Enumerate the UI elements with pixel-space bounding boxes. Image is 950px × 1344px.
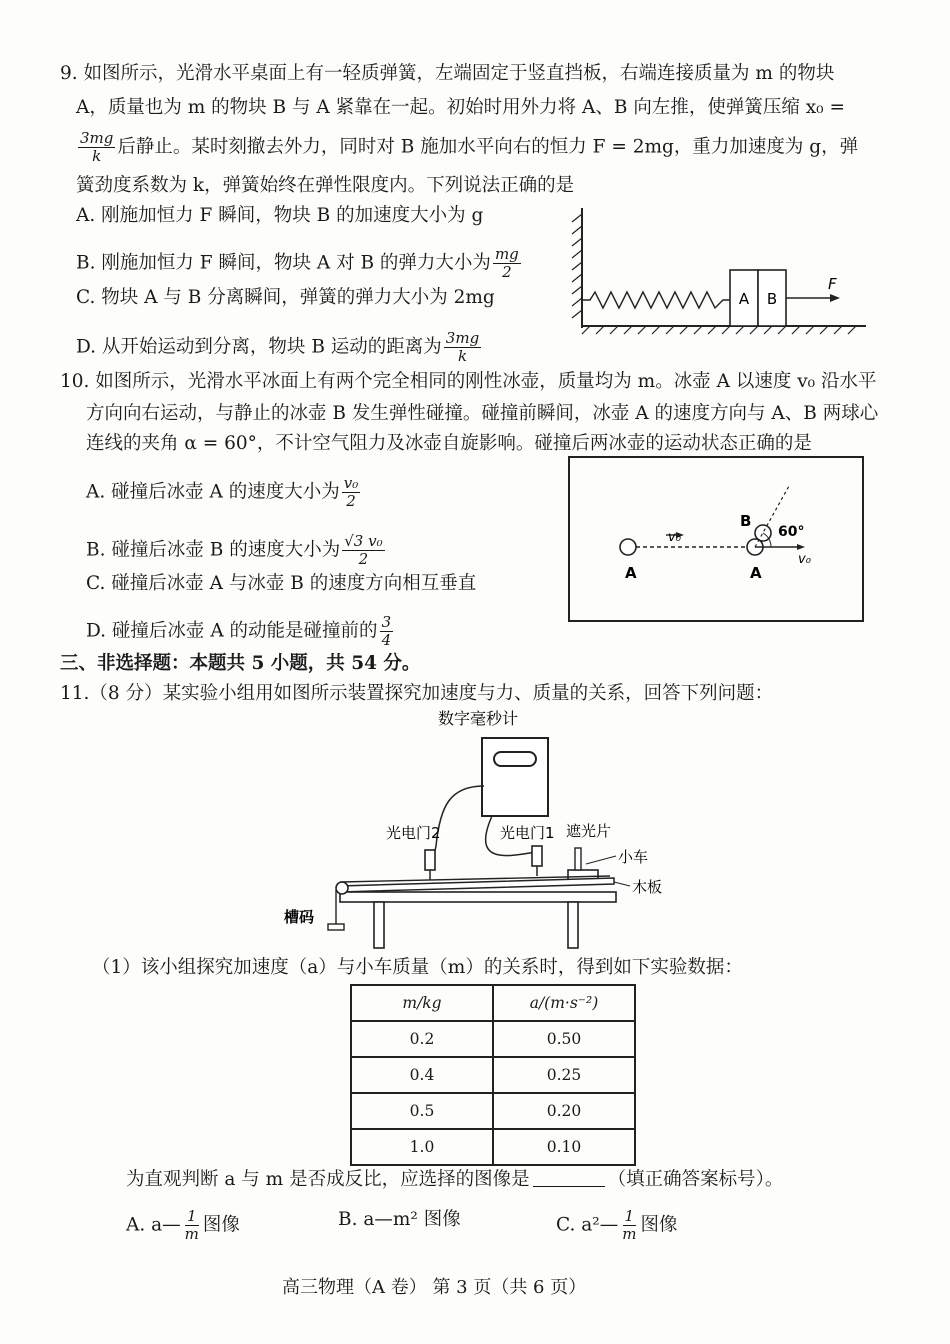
photogate-1 bbox=[532, 846, 542, 866]
cart-label: 小车 bbox=[618, 848, 649, 866]
q9-option-c: C. 物块 A 与 B 分离瞬间，弹簧的弹力大小为 2mg bbox=[76, 287, 495, 308]
section-3-heading: 三、非选择题：本题共 5 小题，共 54 分。 bbox=[60, 653, 421, 674]
q11-apparatus-figure bbox=[270, 706, 690, 952]
q9-option-d: D. 从开始运动到分离，物块 B 运动的距离为 $\frac{3mg}{k}$ bbox=[76, 329, 480, 365]
stone-a-initial bbox=[620, 539, 636, 555]
angle-label: 60° bbox=[778, 524, 805, 540]
table-leg-left bbox=[374, 902, 384, 948]
q9-x0-fraction: $\frac{3mg}{k}$ bbox=[80, 129, 114, 165]
q11-choice-b: B. a—m² 图像 bbox=[338, 1209, 461, 1230]
table-row: 0.2 0.50 bbox=[351, 1021, 635, 1057]
table-top bbox=[340, 892, 616, 902]
table-header-row bbox=[351, 985, 635, 1021]
board bbox=[340, 878, 614, 892]
q10-option-d: D. 碰撞后冰壶 A 的动能是碰撞前的 $\frac{3}{4}$ bbox=[86, 613, 392, 649]
shade-label: 遮光片 bbox=[566, 822, 612, 840]
v0-label-right: v₀ bbox=[798, 552, 811, 567]
timer-label: 数字毫秒计 bbox=[437, 709, 519, 728]
stone-b-label: B bbox=[740, 512, 752, 530]
block-a-label: A bbox=[738, 290, 750, 308]
spring bbox=[582, 292, 730, 308]
force-arrow bbox=[830, 294, 840, 302]
q10-option-b: B. 碰撞后冰壶 B 的速度大小为 $\frac{\text{√3 v₀}}{2}$ bbox=[86, 532, 383, 568]
q9-spring-figure bbox=[560, 200, 880, 340]
block-b-label: B bbox=[766, 290, 778, 308]
shade-plate bbox=[575, 848, 581, 870]
q11-choice-c: C. a²— $\frac{1}{m}$ 图像 bbox=[556, 1207, 678, 1243]
q9-line4: 簧劲度系数为 k，弹簧始终在弹性限度内。下列说法正确的是 bbox=[76, 175, 575, 196]
table-row: 0.4 0.25 bbox=[351, 1057, 635, 1093]
q9-line3: $\frac{3mg}{k}$ 后静止。某时刻撤去外力，同时对 B 施加水平向右的恒力 F = 2mg，重力加速度为 g，弹 bbox=[80, 129, 859, 165]
page-footer: 高三物理（A 卷） 第 3 页（共 6 页） bbox=[282, 1277, 587, 1298]
gate1-label: 光电门1 bbox=[500, 824, 555, 842]
hanging-weight bbox=[328, 924, 344, 930]
table-header-mass: m/kg bbox=[351, 985, 493, 1021]
cable-2 bbox=[430, 786, 484, 858]
weight-label: 槽码 bbox=[284, 908, 315, 926]
force-label: F bbox=[828, 275, 837, 293]
timer-box bbox=[482, 738, 548, 816]
q11-intro: 11.（8 分）某实验小组用如图所示装置探究加速度与力、质量的关系，回答下列问题： bbox=[60, 683, 774, 704]
q9-line2: A，质量也为 m 的物块 B 与 A 紧靠在一起。初始时用外力将 A、B 向左推，使弹簧压缩 x₀ = bbox=[76, 97, 845, 118]
data-table bbox=[350, 984, 636, 1166]
table-header-acceleration: a/(m·s⁻²) bbox=[493, 985, 635, 1021]
wall-hatching bbox=[572, 214, 582, 318]
q10-option-a: A. 碰撞后冰壶 A 的速度大小为 $\frac{\text{v₀}}{2}$ bbox=[86, 474, 359, 510]
q10-option-c: C. 碰撞后冰壶 A 与冰壶 B 的速度方向相互垂直 bbox=[86, 573, 477, 594]
q9-option-a: A. 刚施加恒力 F 瞬间，物块 B 的加速度大小为 g bbox=[76, 205, 484, 226]
stone-a-label-right: A bbox=[750, 564, 762, 582]
floor-hatching bbox=[582, 326, 856, 334]
answer-blank[interactable] bbox=[533, 1186, 605, 1187]
gate2-label: 光电门2 bbox=[386, 824, 441, 842]
v0-label-left: v₀ bbox=[668, 530, 681, 545]
q9-line1: 9. 如图所示，光滑水平桌面上有一轻质弹簧，左端固定于竖直挡板，右端连接质量为 m 的物块 bbox=[60, 63, 835, 84]
table-leg-right bbox=[568, 902, 578, 948]
stone-a-label-left: A bbox=[625, 564, 637, 582]
photogate-2 bbox=[425, 850, 435, 870]
q11-choice-a: A. a— $\frac{1}{m}$ 图像 bbox=[126, 1207, 240, 1243]
board-label: 木板 bbox=[632, 878, 663, 896]
table-row: 1.0 0.10 bbox=[351, 1129, 635, 1165]
q11-part1: （1）该小组探究加速度（a）与小车质量（m）的关系时，得到如下实验数据： bbox=[92, 957, 743, 978]
q10-line1: 10. 如图所示，光滑水平冰面上有两个完全相同的刚性冰壶，质量均为 m。冰壶 A 以速度 v₀ 沿水平 bbox=[60, 371, 877, 392]
table-row: 0.5 0.20 bbox=[351, 1093, 635, 1129]
q11-question: 为直观判断 a 与 m 是否成反比，应选择的图像是 （填正确答案标号）。 bbox=[126, 1169, 784, 1190]
q9-option-b: B. 刚施加恒力 F 瞬间，物块 A 对 B 的弹力大小为 $\frac{mg}{2}$ bbox=[76, 245, 519, 281]
pulley bbox=[336, 882, 348, 894]
q10-line2: 方向向右运动，与静止的冰壶 B 发生弹性碰撞。碰撞前瞬间，冰壶 A 的速度方向与 A、B 两球心 bbox=[86, 403, 879, 424]
q10-curling-figure bbox=[568, 456, 864, 622]
q10-line3: 连线的夹角 α = 60°，不计空气阻力及冰壶自旋影响。碰撞后两冰壶的运动状态正确的是 bbox=[86, 433, 812, 454]
